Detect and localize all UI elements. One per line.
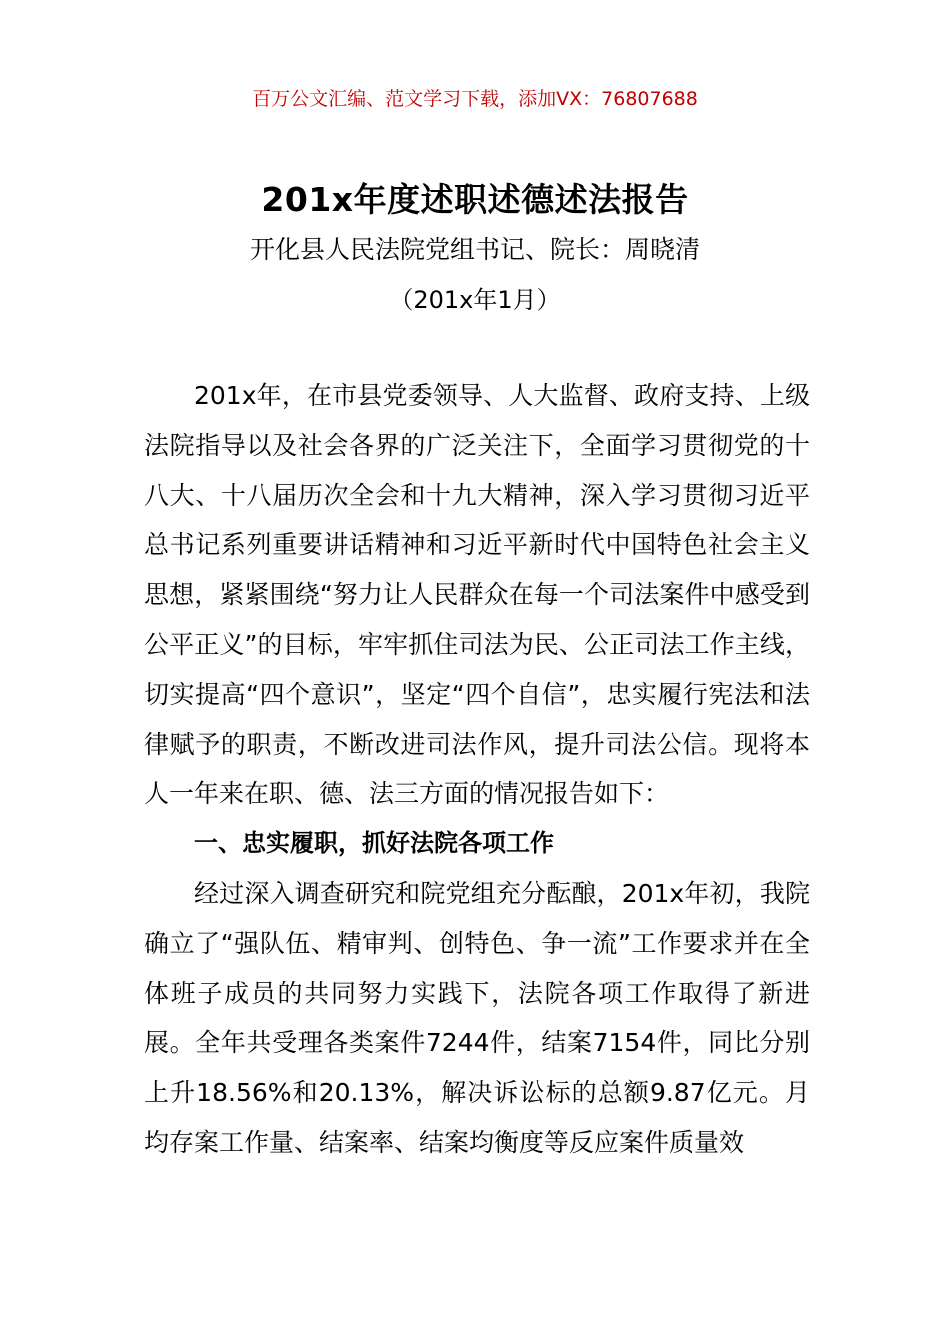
author-line: 开化县人民法院党组书记、院长：周晓清 — [249, 235, 700, 264]
body-paragraph: 201x年，在市县党委领导、人大监督、政府支持、上级法院指导以及社会各界的广泛关注下，全面学习贯彻党的十八大、十八届历次全会和十九大精神，深入学习贯彻习近平总书记系列重要讲话精神和习近平新时代中国特色社会主义思想，紧紧围绕“努力让人民群众在每一个司法案件中感受到公平正义”的目标，牢牢抓住司法为民、公正司法工作主线，切实提高“四个意识”，坚定“四个自信”，忠实履行宪法和法律赋予的职责，不断改进司法作风，提升司法公信。现将本人一年来在职、德、法三方面的情况报告如下： — [144, 381, 810, 809]
body-paragraph: 经过深入调查研究和院党组充分酝酿，201x年初，我院确立了“强队伍、精审判、创特色、争一流”工作要求并在全体班子成员的共同努力实践下，法院各项工作取得了新进展。全年共受理各类案件7244件，结案7154件，同比分别上升18.56%和20.13%，解决诉讼标的总额9.87亿元。月均存案工作量、结案率、结案均衡度等反应案件质量效 — [144, 878, 810, 1157]
document-title: 201x年度述职述德述法报告 — [261, 180, 689, 219]
document-body — [144, 371, 810, 1168]
date-line: （201x年1月） — [389, 286, 561, 314]
header-watermark-note: 百万公文汇编、范文学习下载，添加VX：76807688 — [252, 88, 698, 110]
section-heading: 一、忠实履职，抓好法院各项工作 — [194, 829, 554, 858]
